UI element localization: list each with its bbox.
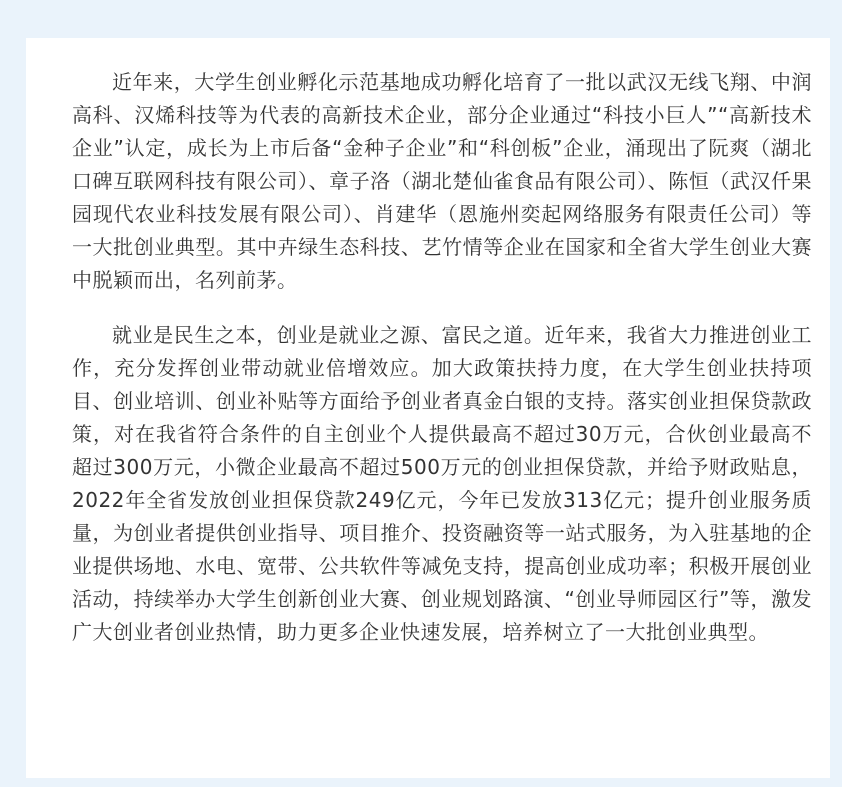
- article-card: [26, 38, 830, 778]
- paragraph-entrepreneurship-policy: 就业是民生之本，创业是就业之源、富民之道。近年来，我省大力推进创业工作，充分发挥创业带动就业倍增效应。加大政策扶持力度，在大学生创业扶持项目、创业培训、创业补贴等方面给予创业者真金白银的支持。落实创业担保贷款政策，对在我省符合条件的自主创业个人提供最高不超过30万元，合伙创业最高不超过300万元，小微企业最高不超过500万元的创业担保贷款，并给予财政贴息，2022年全省发放创业担保贷款249亿元，今年已发放313亿元；提升创业服务质量，为创业者提供创业指导、项目推介、投资融资等一站式服务，为入驻基地的企业提供场地、水电、宽带、公共软件等减免支持，提高创业成功率；积极开展创业活动，持续举办大学生创新创业大赛、创业规划路演、“创业导师园区行”等，激发广大创业者创业热情，助力更多企业快速发展，培养树立了一大批创业典型。: [72, 323, 812, 644]
- paragraph-incubation: 近年来，大学生创业孵化示范基地成功孵化培育了一批以武汉无线飞翔、中润高科、汉烯科技等为代表的高新技术企业，部分企业通过“科技小巨人”“高新技术企业”认定，成长为上市后备“金种子企业”和“科创板”企业，涌现出了阮爽（湖北口碑互联网科技有限公司）、章子洛（湖北楚仙雀食品有限公司）、陈恒（武汉仟果园现代农业科技发展有限公司）、肖建华（恩施州奕起网络服务有限责任公司）等一大批创业典型。其中卉绿生态科技、艺竹情等企业在国家和全省大学生创业大赛中脱颖而出，名列前茅。: [72, 70, 812, 292]
- article-body: [72, 66, 812, 649]
